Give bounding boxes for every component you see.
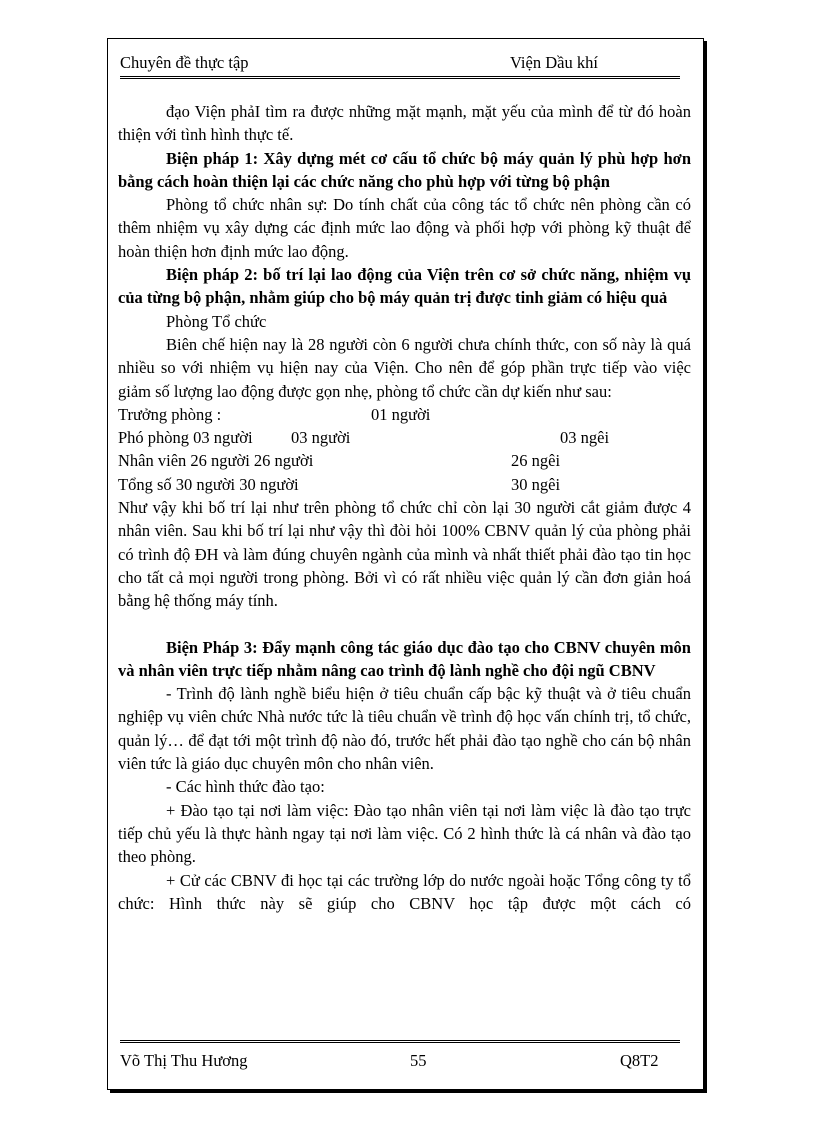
page-number: 55 — [410, 1051, 427, 1070]
footer-author: Võ Thị Thu Hương — [120, 1051, 248, 1070]
paragraph: Phòng Tổ chức — [166, 311, 267, 331]
table-row — [118, 426, 691, 449]
header-right: Viện Dầu khí — [510, 53, 598, 72]
table-row — [118, 473, 691, 496]
page-footer — [120, 1040, 680, 1073]
table-row — [118, 403, 691, 426]
heading-measure-3: Biện Pháp 3: Đẩy mạnh công tác giáo dục đào tạo cho CBNV chuyên môn và nhân viên trực tiếp nhằm nâng cao trình độ lành nghề cho đội ngũ CBNV — [118, 637, 691, 680]
page-header — [120, 52, 680, 79]
paragraph: - Các hình thức đào tạo: — [166, 777, 325, 797]
blank-line — [118, 613, 691, 636]
document-body — [118, 100, 691, 915]
table-cell: 03 người — [291, 428, 351, 448]
heading-measure-2: Biện pháp 2: bố trí lại lao động của Viện trên cơ sở chức năng, nhiệm vụ của từng bộ phận, nhằm giúp cho bộ máy quản trị được tinh giảm có hiệu quả — [118, 265, 691, 308]
paragraph: Phòng tổ chức nhân sự: Do tính chất của công tác tổ chức nên phòng cần có thêm nhiệm vụ xây dựng các định mức lao động và phối hợp với phòng kỹ thuật để hoàn thiện hơn định mức lao động. — [118, 195, 691, 261]
table-cell: 26 ngêi — [511, 451, 561, 471]
paragraph: Biên chế hiện nay là 28 người còn 6 người chưa chính thức, con số này là quá nhiều so với nhiệm vụ hiện nay của Viện. Cho nên để góp phần trực tiếp vào việc giảm số lượng lao động được gọn nhẹ, phòng tổ chức cần dự kiến như sau: — [118, 334, 691, 401]
paragraph: + Đào tạo tại nơi làm việc: Đào tạo nhân viên tại nơi làm việc là đào tạo trực tiếp chủ yếu là thực hành ngay tại nơi làm việc. Có 2 hình thức là cá nhân và đào tạo theo phòng. — [118, 800, 691, 867]
footer-class: Q8T2 — [620, 1051, 659, 1070]
heading-measure-1: Biện pháp 1: Xây dựng mét cơ cấu tổ chức bộ máy quản lý phù hợp hơn bằng cách hoàn thiện lại các chức năng cho phù hợp với từng bộ phận — [118, 148, 691, 191]
table-cell: 01 người — [371, 404, 431, 424]
staff-table — [118, 403, 691, 496]
header-left: Chuyên đề thực tập — [120, 53, 249, 72]
paragraph: đạo Viện phảI tìm ra được những mặt mạnh, mặt yếu của mình để từ đó hoàn thiện với tình hình thực tế. — [118, 102, 691, 145]
table-row — [118, 449, 691, 472]
table-cell: Nhân viên 26 người 26 người — [118, 451, 314, 471]
table-cell: Tổng số 30 người 30 người — [118, 474, 299, 494]
table-cell: 03 ngêi — [560, 428, 610, 448]
table-cell: 30 ngêi — [511, 474, 561, 494]
paragraph: + Cử các CBNV đi học tại các trường lớp do nước ngoài hoặc Tổng công ty tổ chức: Hình thức này sẽ giúp cho CBNV học tập được một cách có — [118, 870, 691, 913]
table-cell: Trưởng phòng : — [118, 404, 222, 424]
table-cell: Phó phòng 03 người — [118, 428, 253, 448]
paragraph: Như vậy khi bố trí lại như trên phòng tổ chức chỉ còn lại 30 người cắt giảm được 4 nhân viên. Sau khi bố trí lại như vậy thì đòi hỏi 100% CBNV quản lý của phòng phải có trình độ ĐH và làm đúng chuyên ngành của mình và nhất thiết phải đào tạo tin học cho tất cả mọi người trong phòng. Bởi vì có rất nhiều việc quản lý cần đơn giản hoá bằng hệ thống máy tính. — [118, 498, 691, 611]
paragraph: - Trình độ lành nghề biểu hiện ở tiêu chuẩn cấp bậc kỹ thuật và ở tiêu chuẩn nghiệp vụ viên chức Nhà nước tức là tiêu chuẩn về trình độ học vấn chính trị, tổ chức, quản lý… để đạt tới một trình độ nào đó, trước hết phải đào tạo nghề cho cán bộ nhân viên tức là giáo dục chuyên môn cho nhân viên. — [118, 684, 691, 774]
